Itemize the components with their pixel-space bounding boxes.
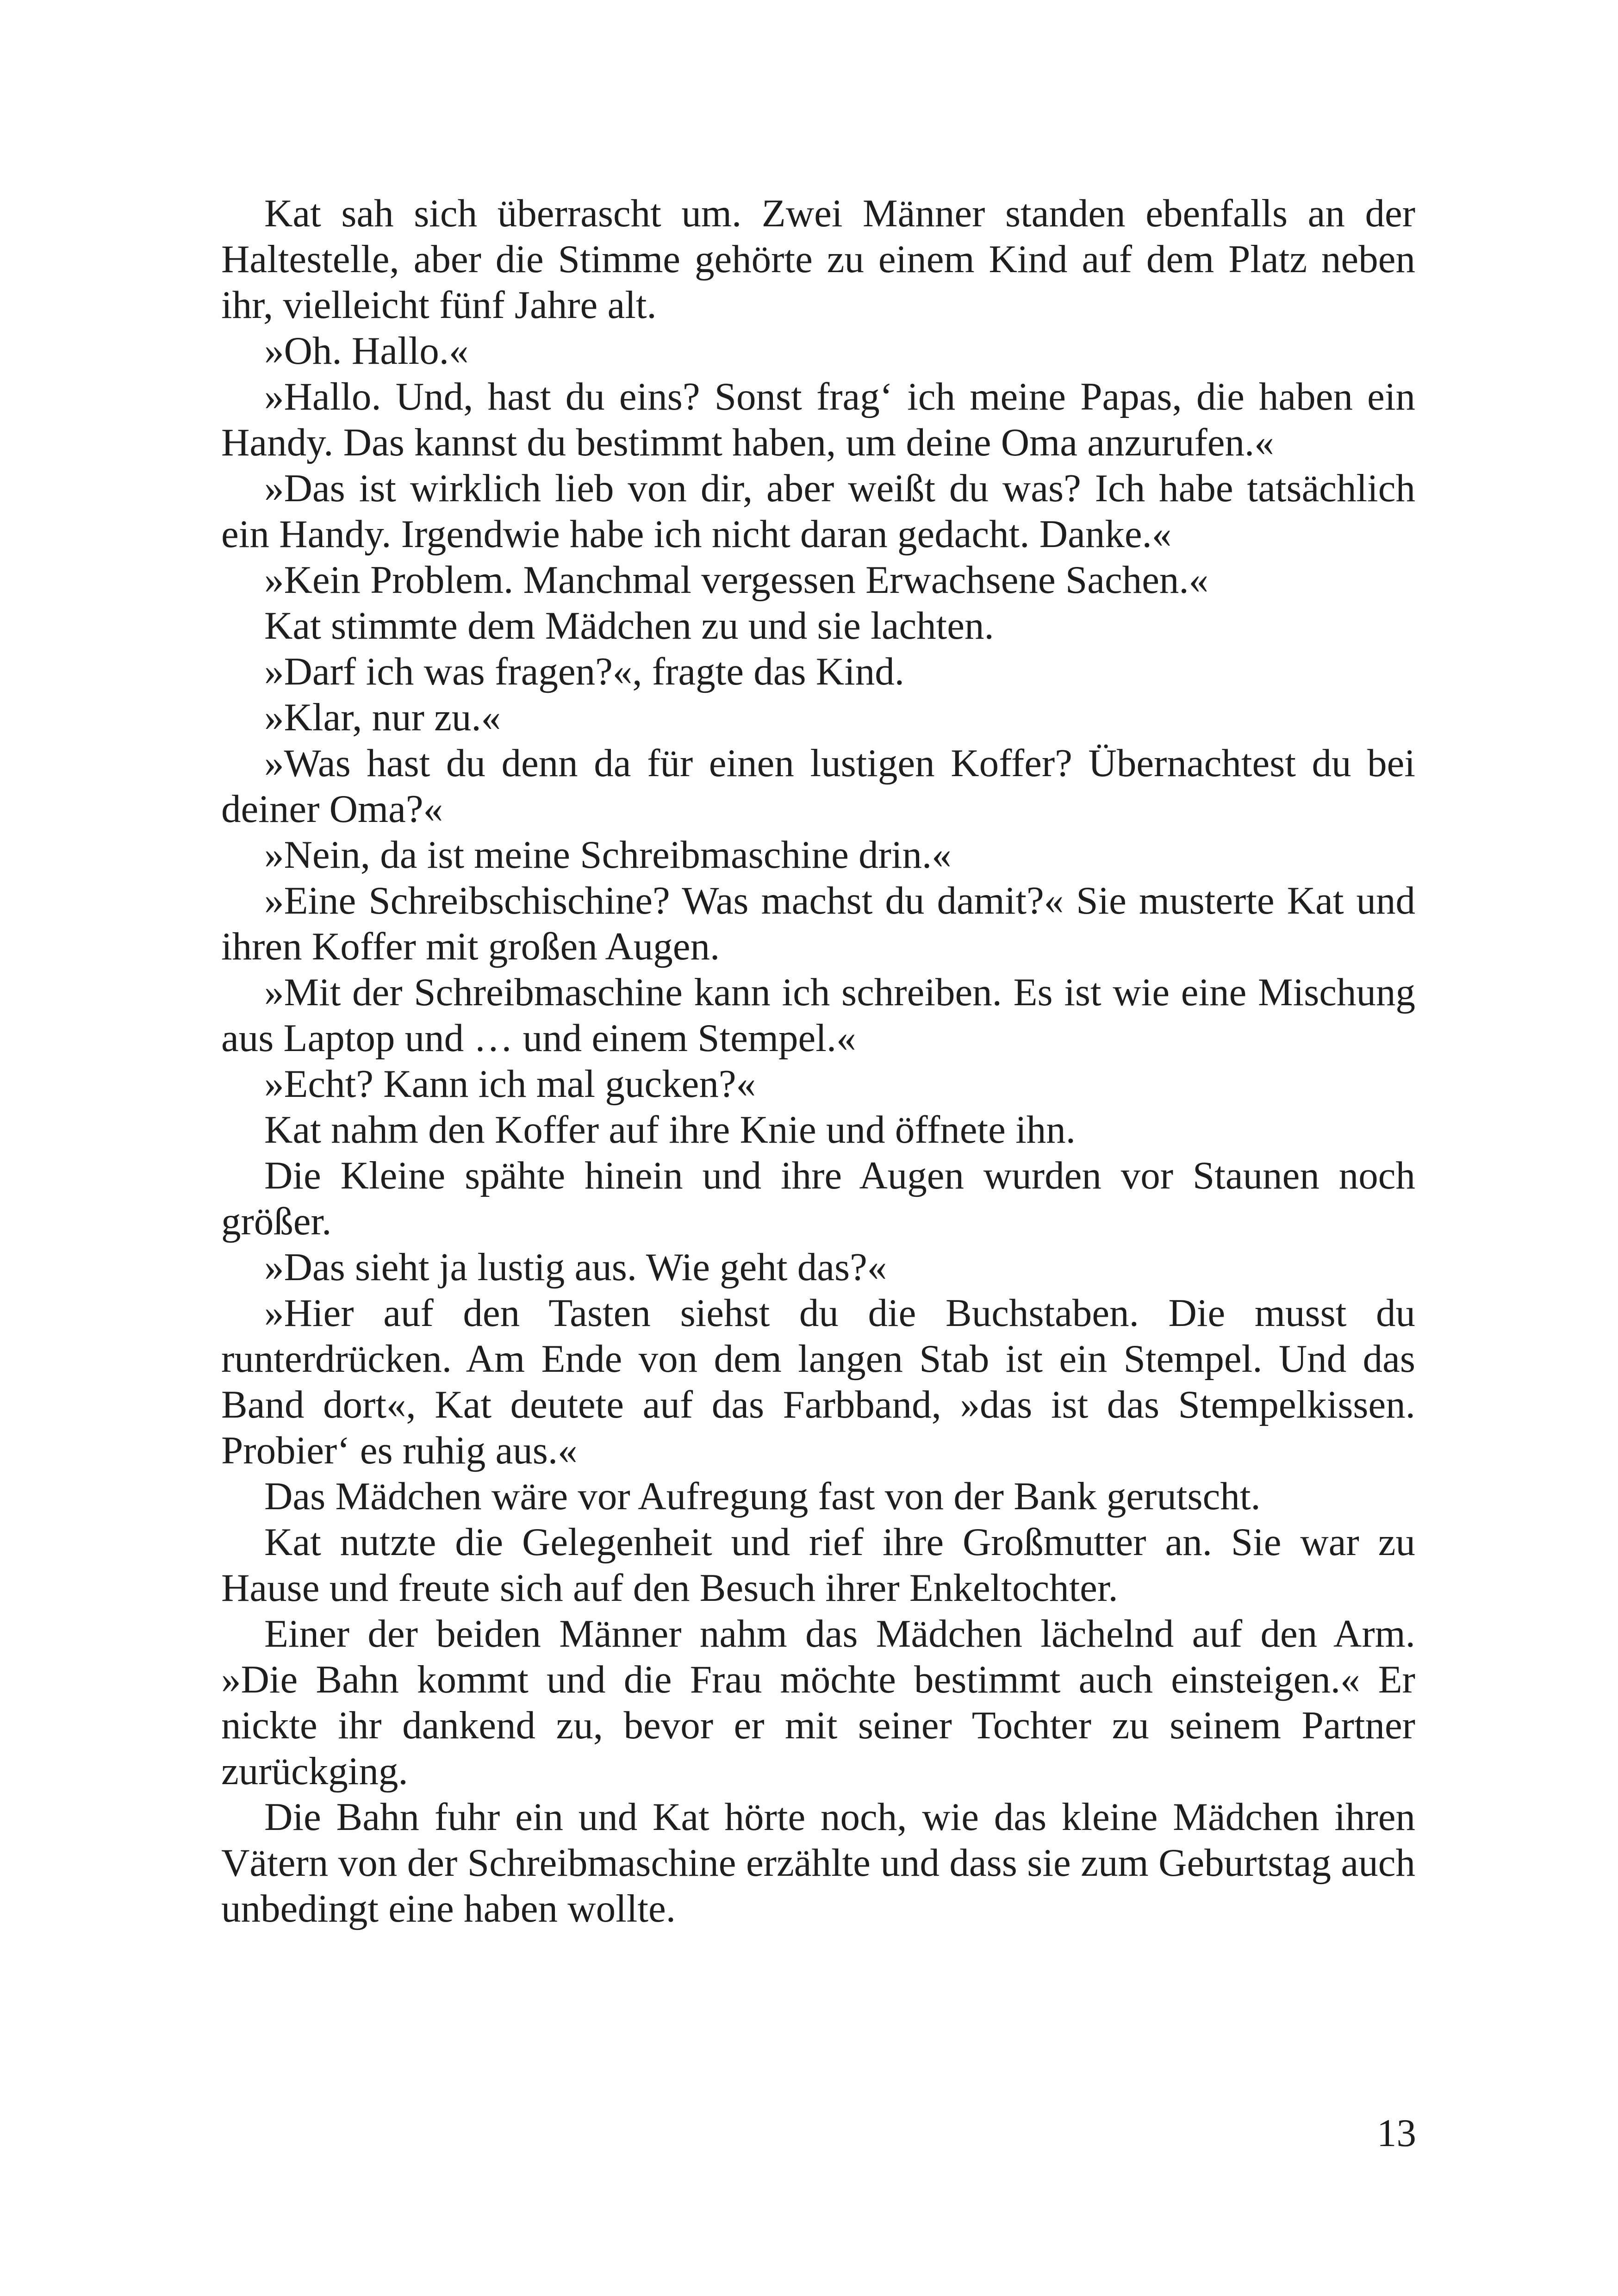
paragraph: »Nein, da ist meine Schreibmaschine drin.« <box>264 833 952 877</box>
paragraph: Kat stimmte dem Mädchen zu und sie lachten. <box>264 604 994 647</box>
paragraph: Kat nahm den Koffer auf ihre Knie und öffnete ihn. <box>264 1108 1076 1151</box>
paragraph: »Hallo. Und, hast du eins? Sonst frag‘ ich meine Papas, die haben ein Handy. Das kannst du bestimmt haben, um deine Oma anzurufen.« <box>221 375 1415 464</box>
paragraph: »Darf ich was fragen?«, fragte das Kind. <box>264 650 905 693</box>
paragraph: »Kein Problem. Manchmal vergessen Erwachsene Sachen.« <box>264 558 1209 602</box>
paragraph: »Was hast du denn da für einen lustigen Koffer? Übernachtest du bei deiner Oma?« <box>221 741 1415 831</box>
paragraph: Die Bahn fuhr ein und Kat hörte noch, wie das kleine Mädchen ihren Vätern von der Schreibmaschine erzählte und dass sie zum Geburtstag auch unbedingt eine haben wollte. <box>221 1795 1415 1930</box>
paragraph: »Mit der Schreibmaschine kann ich schreiben. Es ist wie eine Mischung aus Laptop und … und einem Stempel.« <box>221 971 1415 1060</box>
paragraph: »Hier auf den Tasten siehst du die Buchstaben. Die musst du runterdrücken. Am Ende von dem langen Stab ist ein Stempel. Und das Band dort«, Kat deutete auf das Farbband, »das ist das Stempelkissen. Probier‘ es ruhig aus.« <box>221 1291 1415 1472</box>
page-number: 13 <box>1377 2111 1416 2155</box>
paragraph: »Eine Schreibschischine? Was machst du damit?« Sie musterte Kat und ihren Koffer mit großen Augen. <box>221 879 1415 968</box>
paragraph: Kat sah sich überrascht um. Zwei Männer standen ebenfalls an der Haltestelle, aber die Stimme gehörte zu einem Kind auf dem Platz neben ihr, vielleicht fünf Jahre alt. <box>221 192 1415 327</box>
paragraph: Kat nutzte die Gelegenheit und rief ihre Großmutter an. Sie war zu Hause und freute sich auf den Besuch ihrer Enkeltochter. <box>221 1520 1415 1610</box>
paragraph: »Klar, nur zu.« <box>264 696 501 739</box>
paragraph: Einer der beiden Männer nahm das Mädchen lächelnd auf den Arm. »Die Bahn kommt und die Frau möchte bestimmt auch einsteigen.« Er nickte ihr dankend zu, bevor er mit seiner Tochter zu seinem Partner zurückging. <box>221 1612 1415 1793</box>
paragraph: »Das ist wirklich lieb von dir, aber weißt du was? Ich habe tatsächlich ein Handy. Irgendwie habe ich nicht daran gedacht. Danke.« <box>221 467 1415 556</box>
paragraph: Die Kleine spähte hinein und ihre Augen wurden vor Staunen noch größer. <box>221 1154 1415 1243</box>
paragraph: »Das sieht ja lustig aus. Wie geht das?« <box>264 1245 887 1289</box>
body-text <box>221 191 1415 1932</box>
paragraph: »Echt? Kann ich mal gucken?« <box>264 1062 756 1106</box>
paragraph: Das Mädchen wäre vor Aufregung fast von der Bank gerutscht. <box>264 1475 1261 1518</box>
paragraph: »Oh. Hallo.« <box>264 329 469 373</box>
